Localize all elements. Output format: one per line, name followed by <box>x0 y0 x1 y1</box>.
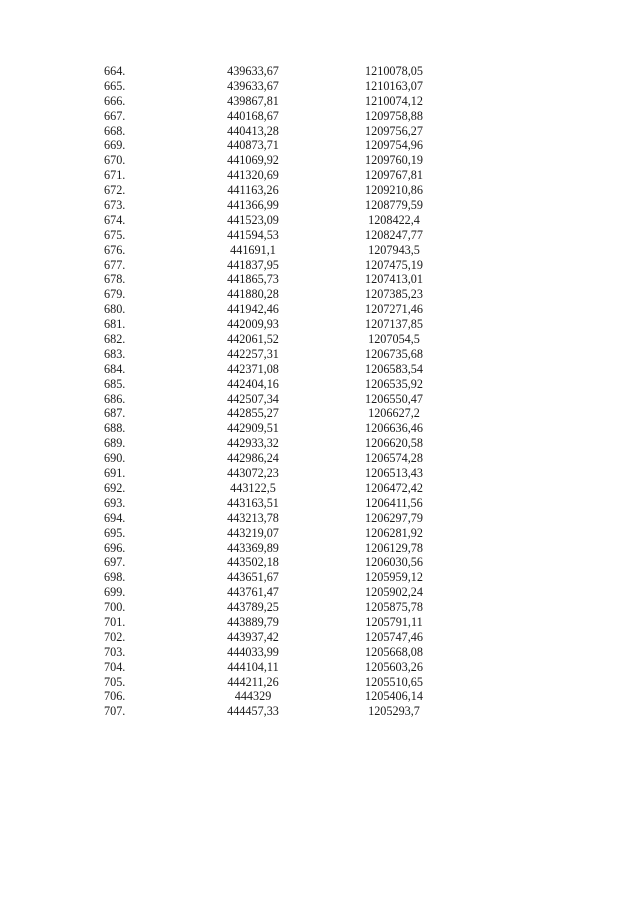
x-coordinate: 442009,93 <box>227 317 279 332</box>
x-coordinate: 441069,92 <box>227 153 279 168</box>
y-coordinate: 1210163,07 <box>365 78 423 93</box>
y-coordinate: 1205875,78 <box>365 600 423 615</box>
y-coordinate: 1206636,46 <box>365 421 423 436</box>
row-number: 704. <box>104 659 126 674</box>
y-coordinate: 1209210,86 <box>365 183 423 198</box>
table-row <box>0 704 640 719</box>
x-coordinate: 442257,31 <box>227 346 279 361</box>
row-number: 680. <box>104 302 126 317</box>
row-number: 664. <box>104 64 126 78</box>
x-coordinate: 442061,52 <box>227 332 279 347</box>
y-coordinate: 1206129,78 <box>365 540 423 555</box>
x-coordinate: 443651,67 <box>227 570 279 585</box>
x-coordinate: 439633,67 <box>227 78 279 93</box>
x-coordinate: 441865,73 <box>227 272 279 287</box>
x-coordinate: 443122,5 <box>230 480 276 495</box>
x-coordinate: 441523,09 <box>227 212 279 227</box>
row-number: 705. <box>104 674 126 689</box>
y-coordinate: 1207413,01 <box>365 272 423 287</box>
table-row <box>0 124 640 139</box>
row-number: 675. <box>104 227 126 242</box>
x-coordinate: 443369,89 <box>227 540 279 555</box>
table-row <box>0 675 640 690</box>
x-coordinate: 444104,11 <box>227 659 279 674</box>
row-number: 666. <box>104 93 126 108</box>
row-number: 676. <box>104 242 126 257</box>
row-number: 670. <box>104 153 126 168</box>
table-row <box>0 645 640 660</box>
y-coordinate: 1210074,12 <box>365 93 423 108</box>
row-number: 695. <box>104 525 126 540</box>
table-row <box>0 94 640 109</box>
y-coordinate: 1209756,27 <box>365 123 423 138</box>
table-row <box>0 243 640 258</box>
table-row <box>0 511 640 526</box>
y-coordinate: 1209754,96 <box>365 138 423 153</box>
row-number: 700. <box>104 600 126 615</box>
row-number: 691. <box>104 466 126 481</box>
x-coordinate: 439633,67 <box>227 64 279 78</box>
x-coordinate: 444329 <box>234 689 272 704</box>
y-coordinate: 1206030,56 <box>365 555 423 570</box>
row-number: 671. <box>104 168 126 183</box>
table-row <box>0 526 640 541</box>
x-coordinate: 441837,95 <box>227 257 279 272</box>
y-coordinate: 1206627,2 <box>368 406 420 421</box>
y-coordinate: 1207137,85 <box>365 317 423 332</box>
x-coordinate: 442909,51 <box>227 421 279 436</box>
table-row <box>0 496 640 511</box>
row-number: 665. <box>104 78 126 93</box>
x-coordinate: 442404,16 <box>227 376 279 391</box>
x-coordinate: 441163,26 <box>227 183 279 198</box>
y-coordinate: 1209767,81 <box>365 168 423 183</box>
y-coordinate: 1207054,5 <box>368 332 420 347</box>
x-coordinate: 441942,46 <box>227 302 279 317</box>
row-number: 669. <box>104 138 126 153</box>
row-number: 686. <box>104 391 126 406</box>
y-coordinate: 1207475,19 <box>365 257 423 272</box>
row-number: 672. <box>104 183 126 198</box>
x-coordinate: 442986,24 <box>227 451 279 466</box>
table-row <box>0 332 640 347</box>
row-number: 668. <box>104 123 126 138</box>
row-number: 706. <box>104 689 126 704</box>
table-row <box>0 570 640 585</box>
table-row <box>0 287 640 302</box>
table-row <box>0 555 640 570</box>
table-row <box>0 421 640 436</box>
y-coordinate: 1206550,47 <box>365 391 423 406</box>
x-coordinate: 440168,67 <box>227 108 279 123</box>
row-number: 690. <box>104 451 126 466</box>
table-row <box>0 406 640 421</box>
y-coordinate: 1205747,46 <box>365 629 423 644</box>
table-row <box>0 272 640 287</box>
y-coordinate: 1208422,4 <box>368 212 420 227</box>
y-coordinate: 1207385,23 <box>365 287 423 302</box>
table-row <box>0 183 640 198</box>
row-number: 698. <box>104 570 126 585</box>
x-coordinate: 443502,18 <box>227 555 279 570</box>
y-coordinate: 1206620,58 <box>365 436 423 451</box>
table-row <box>0 228 640 243</box>
row-number: 703. <box>104 644 126 659</box>
y-coordinate: 1205406,14 <box>365 689 423 704</box>
table-row <box>0 436 640 451</box>
table-row <box>0 317 640 332</box>
table-row <box>0 600 640 615</box>
table-row <box>0 466 640 481</box>
y-coordinate: 1208779,59 <box>365 198 423 213</box>
y-coordinate: 1205293,7 <box>368 704 420 719</box>
y-coordinate: 1205902,24 <box>365 585 423 600</box>
table-row <box>0 585 640 600</box>
table-row <box>0 660 640 675</box>
table-row <box>0 198 640 213</box>
table-row <box>0 451 640 466</box>
table-row <box>0 481 640 496</box>
y-coordinate: 1208247,77 <box>365 227 423 242</box>
x-coordinate: 443937,42 <box>227 629 279 644</box>
row-number: 678. <box>104 272 126 287</box>
table-row <box>0 541 640 556</box>
x-coordinate: 444211,26 <box>227 674 279 689</box>
x-coordinate: 439867,81 <box>227 93 279 108</box>
row-number: 683. <box>104 346 126 361</box>
y-coordinate: 1206574,28 <box>365 451 423 466</box>
x-coordinate: 443889,79 <box>227 614 279 629</box>
x-coordinate: 441320,69 <box>227 168 279 183</box>
row-number: 707. <box>104 704 126 719</box>
x-coordinate: 442933,32 <box>227 436 279 451</box>
row-number: 673. <box>104 198 126 213</box>
x-coordinate: 441691,1 <box>230 242 276 257</box>
y-coordinate: 1207943,5 <box>368 242 420 257</box>
table-row <box>0 168 640 183</box>
y-coordinate: 1205668,08 <box>365 644 423 659</box>
table-row <box>0 138 640 153</box>
y-coordinate: 1206513,43 <box>365 466 423 481</box>
row-number: 682. <box>104 332 126 347</box>
y-coordinate: 1206472,42 <box>365 480 423 495</box>
table-row <box>0 109 640 124</box>
row-number: 699. <box>104 585 126 600</box>
x-coordinate: 442855,27 <box>227 406 279 421</box>
x-coordinate: 443761,47 <box>227 585 279 600</box>
row-number: 694. <box>104 510 126 525</box>
row-number: 697. <box>104 555 126 570</box>
x-coordinate: 443163,51 <box>227 495 279 510</box>
table-row <box>0 347 640 362</box>
y-coordinate: 1209758,88 <box>365 108 423 123</box>
x-coordinate: 444033,99 <box>227 644 279 659</box>
row-number: 701. <box>104 614 126 629</box>
row-number: 702. <box>104 629 126 644</box>
row-number: 693. <box>104 495 126 510</box>
row-number: 681. <box>104 317 126 332</box>
row-number: 677. <box>104 257 126 272</box>
x-coordinate: 443789,25 <box>227 600 279 615</box>
y-coordinate: 1206535,92 <box>365 376 423 391</box>
row-number: 692. <box>104 480 126 495</box>
y-coordinate: 1206583,54 <box>365 361 423 376</box>
y-coordinate: 1205959,12 <box>365 570 423 585</box>
row-number: 685. <box>104 376 126 391</box>
table-row <box>0 213 640 228</box>
y-coordinate: 1206281,92 <box>365 525 423 540</box>
table-row <box>0 153 640 168</box>
table-row <box>0 630 640 645</box>
y-coordinate: 1205510,65 <box>365 674 423 689</box>
x-coordinate: 441880,28 <box>227 287 279 302</box>
row-number: 696. <box>104 540 126 555</box>
x-coordinate: 442371,08 <box>227 361 279 376</box>
row-number: 667. <box>104 108 126 123</box>
y-coordinate: 1205603,26 <box>365 659 423 674</box>
x-coordinate: 442507,34 <box>227 391 279 406</box>
x-coordinate: 441594,53 <box>227 227 279 242</box>
row-number: 684. <box>104 361 126 376</box>
coordinate-table <box>0 64 640 719</box>
table-row <box>0 615 640 630</box>
table-row <box>0 258 640 273</box>
row-number: 674. <box>104 212 126 227</box>
table-row <box>0 64 640 79</box>
y-coordinate: 1206411,56 <box>365 495 423 510</box>
y-coordinate: 1207271,46 <box>365 302 423 317</box>
x-coordinate: 443072,23 <box>227 466 279 481</box>
x-coordinate: 440413,28 <box>227 123 279 138</box>
x-coordinate: 444457,33 <box>227 704 279 719</box>
table-row <box>0 392 640 407</box>
row-number: 679. <box>104 287 126 302</box>
y-coordinate: 1210078,05 <box>365 64 423 78</box>
y-coordinate: 1206297,79 <box>365 510 423 525</box>
x-coordinate: 440873,71 <box>227 138 279 153</box>
table-row <box>0 689 640 704</box>
row-number: 688. <box>104 421 126 436</box>
row-number: 687. <box>104 406 126 421</box>
y-coordinate: 1205791,11 <box>365 614 423 629</box>
table-row <box>0 377 640 392</box>
x-coordinate: 441366,99 <box>227 198 279 213</box>
x-coordinate: 443219,07 <box>227 525 279 540</box>
row-number: 689. <box>104 436 126 451</box>
y-coordinate: 1209760,19 <box>365 153 423 168</box>
table-row <box>0 302 640 317</box>
table-row <box>0 79 640 94</box>
y-coordinate: 1206735,68 <box>365 346 423 361</box>
table-row <box>0 362 640 377</box>
x-coordinate: 443213,78 <box>227 510 279 525</box>
